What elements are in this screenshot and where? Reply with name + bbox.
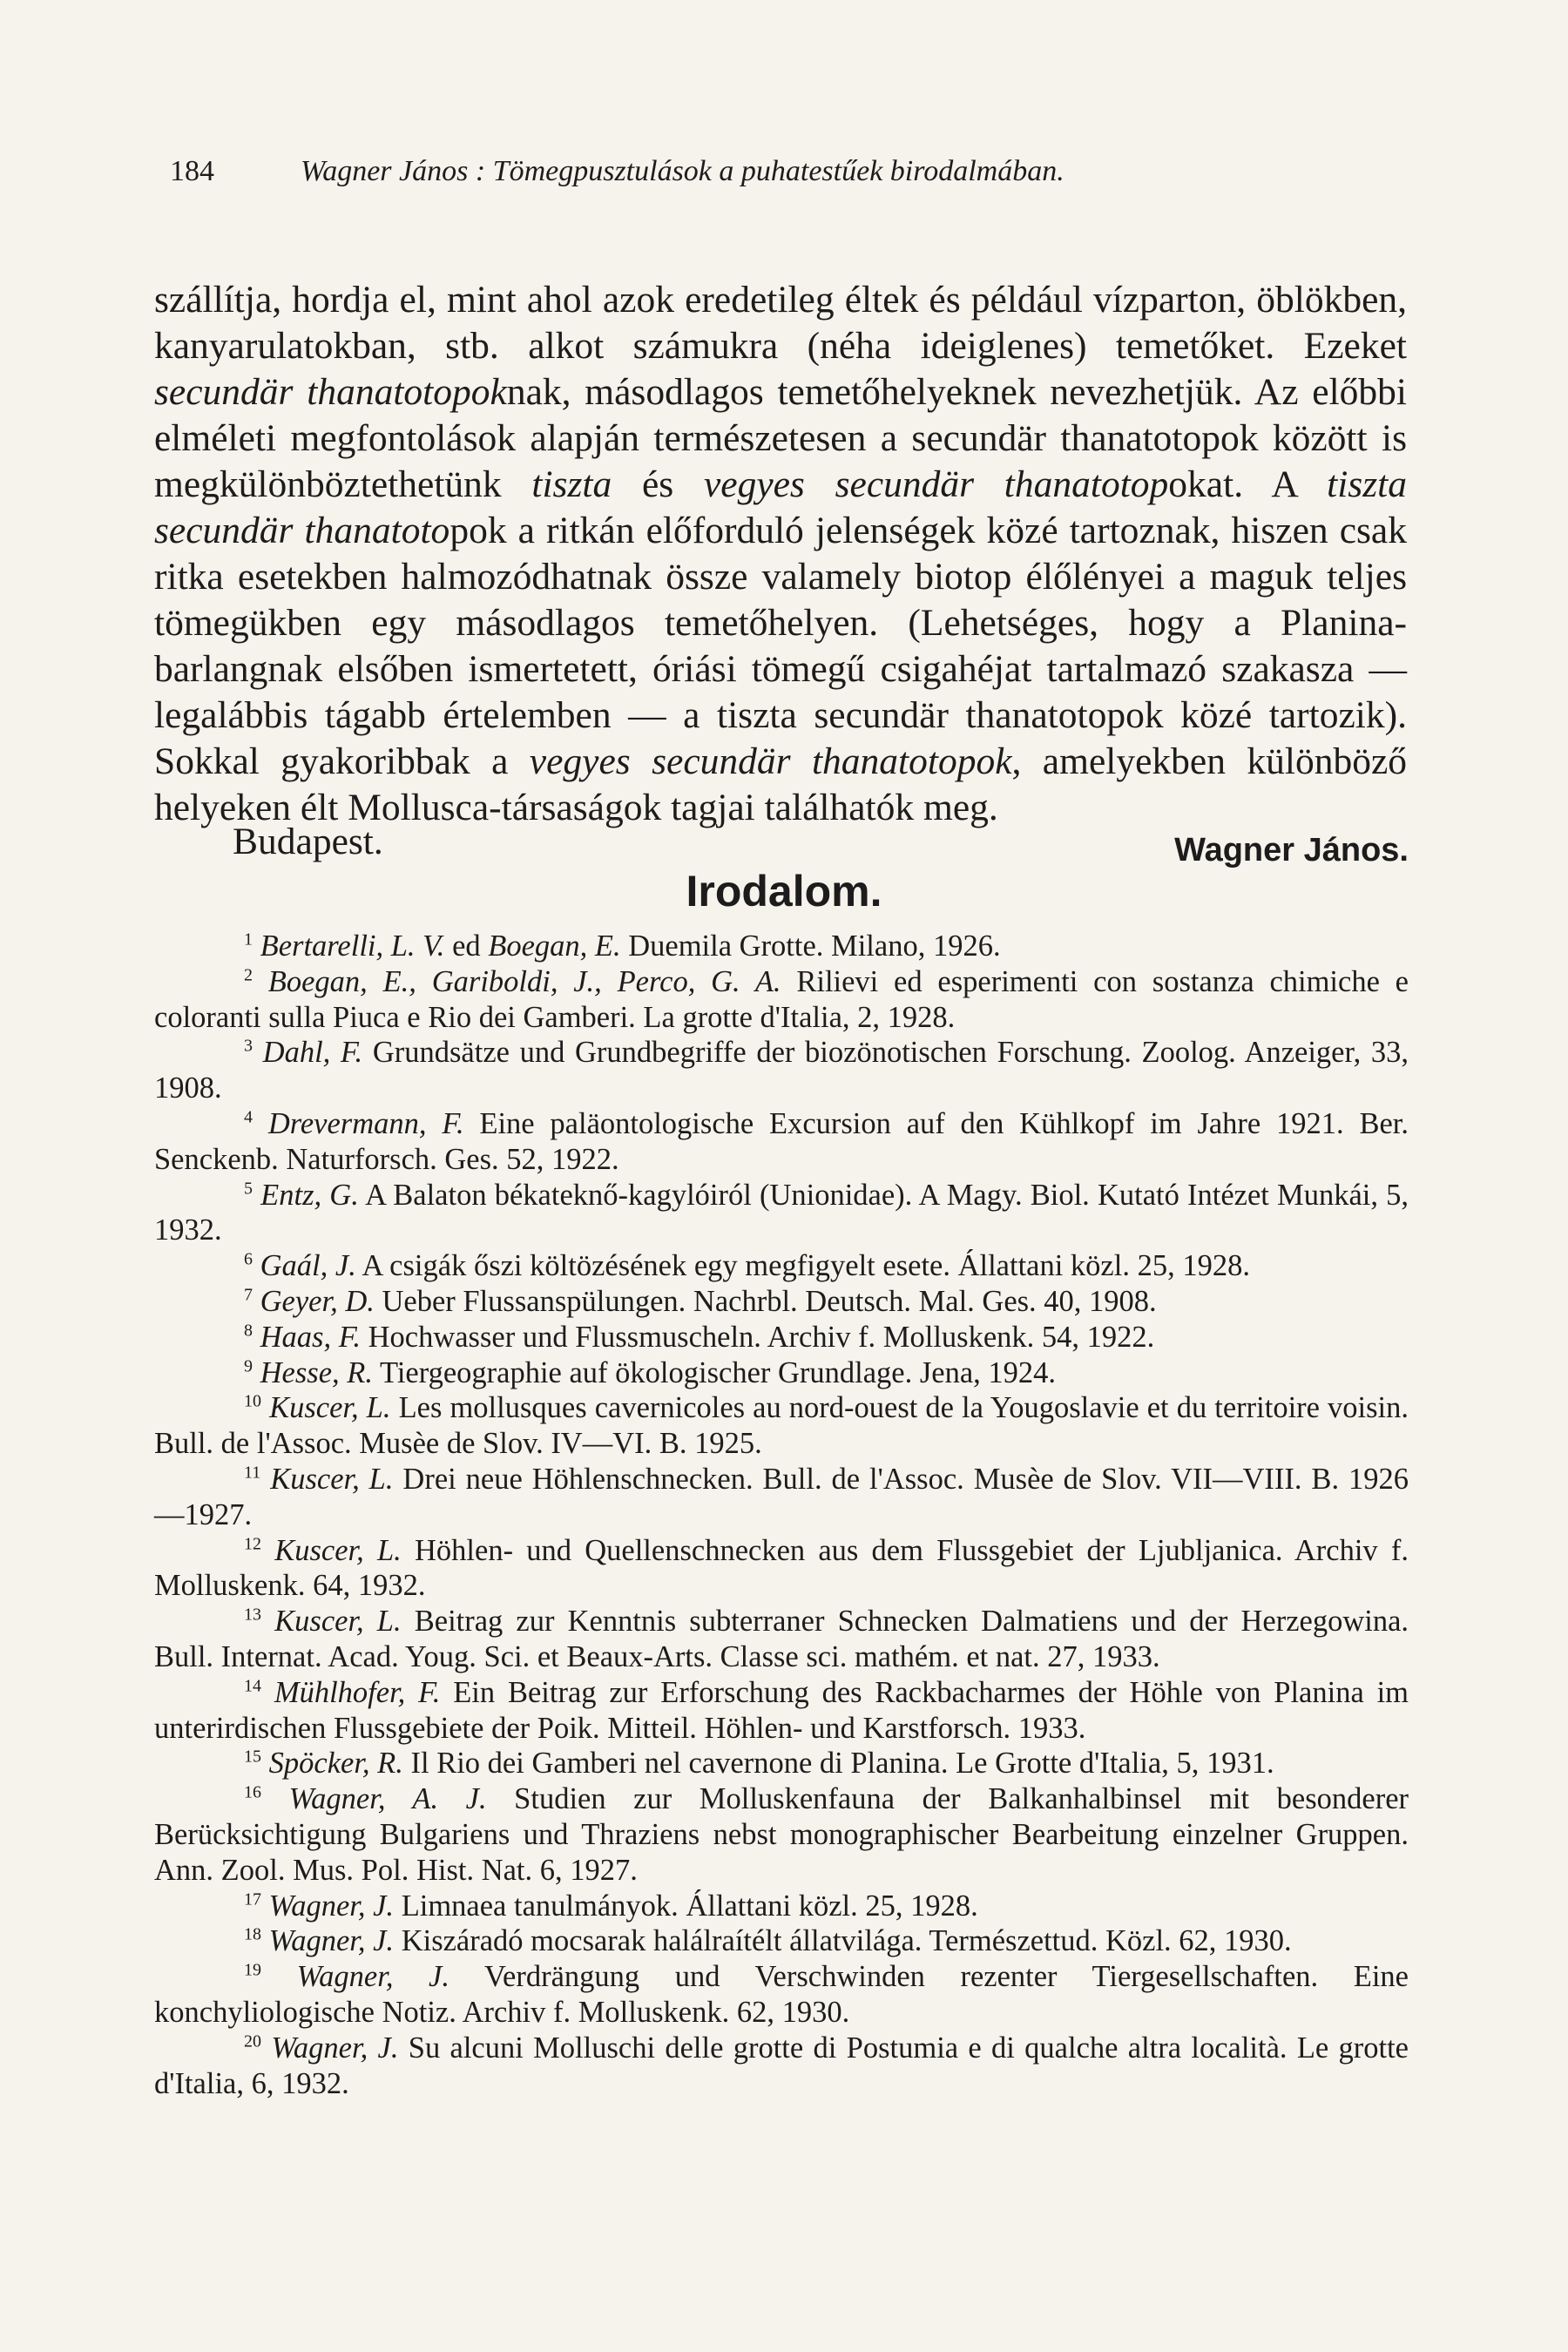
reference-text: A csigák őszi költözésének egy megfigyelt esete. Állattani közl. 25, 1928. (355, 1249, 1250, 1283)
reference-number: 8 (244, 1321, 253, 1341)
reference-author: Bertarelli, L. V. (260, 929, 445, 963)
reference-text: A Balaton békateknő-kagylóiról (Unionidae). A Magy. Biol. Kutató Intézet Munkái, 5, 1932. (154, 1178, 1409, 1247)
reference-author: Geyer, D. (260, 1284, 375, 1318)
italic-term: tiszta secundär thanatoto (154, 463, 1407, 551)
reference-text: Su alcuni Molluschi delle grotte di Postumia e di qualche altra località. Le grotte d'Italia, 6, 1932. (154, 2031, 1409, 2100)
reference-text: Il Rio dei Gamberi nel cavernone di Planina. Le Grotte d'Italia, 5, 1931. (402, 1747, 1274, 1781)
reference-author: Kuscer, L. (274, 1605, 402, 1639)
reference-author: Kuscer, L. (270, 1462, 394, 1496)
body-paragraph (154, 277, 1407, 831)
reference-item (154, 1675, 1409, 1747)
reference-author: Hesse, R. (260, 1355, 373, 1389)
text-run: okat. A (1168, 463, 1328, 505)
text-run: szállítja, hordja el, mint ahol azok eredetileg éltek és például vízparton, öblökben, kanyarulatokban, stb. alkot számukra (néha ideiglenes) temetőket. Ezeket (154, 279, 1407, 367)
reference-author: Kuscer, L. (269, 1391, 391, 1425)
reference-number: 11 (244, 1463, 261, 1483)
reference-number: 1 (244, 929, 253, 950)
reference-number: 9 (244, 1356, 253, 1376)
reference-item (154, 1781, 1409, 1888)
reference-author: Entz, G. (260, 1178, 359, 1212)
signature-author: Wagner János. (1174, 832, 1409, 868)
italic-term: secundär thanatotopok (154, 371, 507, 413)
reference-text: Ein Beitrag zur Erforschung des Rackbacharmes der Höhle von Planina im unterirdischen Flussgebiete der Poik. Mitteil. Höhlen- und Karstforsch. 1933. (154, 1675, 1409, 1745)
reference-number: 19 (244, 1960, 261, 1980)
reference-author: Boegan, E., Gariboldi, J., Perco, G. A. (267, 964, 781, 998)
reference-number: 13 (244, 1605, 261, 1625)
reference-item (154, 1604, 1409, 1675)
text-run: nak, másodlagos temetőhelyeknek nevezhetjük. Az előbbi elméleti megfontolások alapján természetesen a secundär thanatotopok között is megkülönböztethetünk (154, 371, 1408, 505)
reference-coauthor: Boegan, E. (488, 929, 621, 963)
reference-item (154, 1284, 1409, 1320)
reference-author: Wagner, J. (268, 1889, 395, 1923)
reference-text: Beitrag zur Kenntnis subterraner Schnecken Dalmatiens und der Herzegowina. Bull. Internat. Acad. Youg. Sci. et Beaux-Arts. Classe sci. mathém. et nat. 27, 1933. (154, 1605, 1409, 1673)
reference-item (154, 1923, 1409, 1959)
reference-item (154, 1889, 1409, 1924)
reference-number: 7 (244, 1285, 253, 1305)
reference-author: Gaál, J. (260, 1249, 356, 1283)
reference-author: Drevermann, F. (267, 1106, 464, 1140)
reference-list (154, 929, 1409, 2101)
reference-item (154, 929, 1409, 964)
running-title: Wagner János : Tömegpusztulások a puhatestűek birodalmában. (301, 155, 1064, 187)
reference-text: Studien zur Molluskenfauna der Balkanhalbinsel mit besonderer Berücksichtigung Bulgariens und Thraziens nebst monographischer Bearbeitung einzelner Gruppen. Ann. Zool. Mus. Pol. Hist. Nat. 6, 1927. (154, 1782, 1409, 1887)
reference-text: Verdrängung und Verschwinden rezenter Tiergesellschaften. Eine konchyliologische Notiz. Archiv f. Molluskenk. 62, 1930. (154, 1960, 1409, 2029)
reference-number: 4 (244, 1107, 253, 1127)
reference-number: 6 (244, 1249, 253, 1269)
reference-author: Spöcker, R. (268, 1747, 403, 1781)
reference-number: 15 (244, 1747, 261, 1767)
reference-author: Mühlhofer, F. (274, 1675, 441, 1709)
signature-place: Budapest. (233, 821, 383, 862)
text-run: pok a ritkán előforduló jelenségek közé tartoznak, hiszen csak ritka esetekben halmozódhatnak össze valamely biotop élőlényei a maguk teljes tömegükben egy másodlagos temetőhelyen. (Lehetséges, hogy a Planina-barlangnak elsőben ismertetett, óriási tömegű csigahéjat tartalmazó szakasza — legalábbis tágabb értelemben — a tiszta secundär thanatotopok közé tartozik). Sokkal gyakoribbak a (154, 510, 1407, 782)
reference-text: Les mollusques cavernicoles au nord-ouest de la Yougoslavie et du territoire voisin. Bull. de l'Assoc. Musèe de Slov. IV—VI. B. 1925. (154, 1391, 1409, 1461)
reference-item (154, 1106, 1409, 1178)
page-number: 184 (170, 155, 214, 187)
reference-number: 18 (244, 1924, 261, 1944)
reference-item (154, 1035, 1409, 1106)
reference-text: Limnaea tanulmányok. Állattani közl. 25, 1928. (394, 1889, 978, 1923)
reference-number: 10 (244, 1391, 261, 1411)
reference-text: Duemila Grotte. Milano, 1926. (620, 929, 1001, 963)
reference-number: 3 (244, 1036, 253, 1056)
reference-text: Eine paläontologische Excursion auf den Kühlkopf im Jahre 1921. Ber. Senckenb. Naturforsch. Ges. 52, 1922. (154, 1106, 1409, 1176)
reference-number: 2 (244, 965, 253, 985)
reference-author: Dahl, F. (262, 1036, 363, 1070)
reference-text: Ueber Flussanspülungen. Nachrbl. Deutsch. Mal. Ges. 40, 1908. (374, 1284, 1157, 1318)
italic-term: vegyes secundär thanatotop (703, 463, 1169, 505)
reference-item (154, 1248, 1409, 1284)
text-run: és (612, 463, 704, 505)
reference-number: 12 (244, 1534, 261, 1554)
reference-author: Wagner, J. (271, 2031, 399, 2065)
reference-item (154, 1320, 1409, 1355)
reference-text: Tiergeographie auf ökologischer Grundlage. Jena, 1924. (372, 1355, 1057, 1389)
paragraph (154, 277, 1407, 831)
reference-item (154, 1178, 1409, 1249)
reference-number: 20 (244, 2031, 261, 2051)
reference-item (154, 1533, 1409, 1605)
reference-text: Grundsätze und Grundbegriffe der biozönotischen Forschung. Zoolog. Anzeiger, 33, 1908. (154, 1036, 1409, 1105)
reference-item (154, 1746, 1409, 1781)
reference-item (154, 2031, 1409, 2102)
text-run: , amelyekben különböző helyeken élt Mollusca-társaságok tagjai találhatók meg. (154, 740, 1407, 828)
reference-text: Kiszáradó mocsarak halálraítélt állatvilága. Természettud. Közl. 62, 1930. (394, 1924, 1292, 1958)
page-header (170, 152, 1407, 191)
reference-text: Rilievi ed esperimenti con sostanza chimiche e coloranti sulla Piuca e Rio dei Gamberi. La grotte d'Italia, 2, 1928. (154, 964, 1409, 1034)
reference-item (154, 1462, 1409, 1533)
reference-text: ed (444, 929, 489, 963)
reference-item (154, 1959, 1409, 2031)
reference-author: Kuscer, L. (274, 1533, 402, 1567)
italic-term: vegyes secundär thanatotopok (529, 740, 1012, 782)
reference-number: 5 (244, 1179, 253, 1199)
reference-author: Wagner, A. J. (288, 1782, 487, 1816)
reference-author: Wagner, J. (296, 1960, 449, 1994)
reference-number: 14 (244, 1676, 261, 1696)
reference-item (154, 1355, 1409, 1391)
reference-text: Hochwasser und Flussmuscheln. Archiv f. Molluskenk. 54, 1922. (360, 1320, 1155, 1354)
reference-item (154, 1390, 1409, 1462)
reference-number: 17 (244, 1889, 261, 1909)
reference-number: 16 (244, 1782, 261, 1802)
reference-text: Drei neue Höhlenschnecken. Bull. de l'Assoc. Musèe de Slov. VII—VIII. B. 1926—1927. (154, 1462, 1409, 1531)
italic-term: tiszta (531, 463, 612, 505)
section-heading: Irodalom. (686, 867, 882, 916)
reference-author: Wagner, J. (268, 1924, 395, 1958)
reference-author: Haas, F. (260, 1320, 361, 1354)
reference-text: Höhlen- und Quellenschnecken aus dem Flussgebiet der Ljubljanica. Archiv f. Molluskenk. 64, 1932. (154, 1533, 1409, 1603)
reference-item (154, 964, 1409, 1036)
